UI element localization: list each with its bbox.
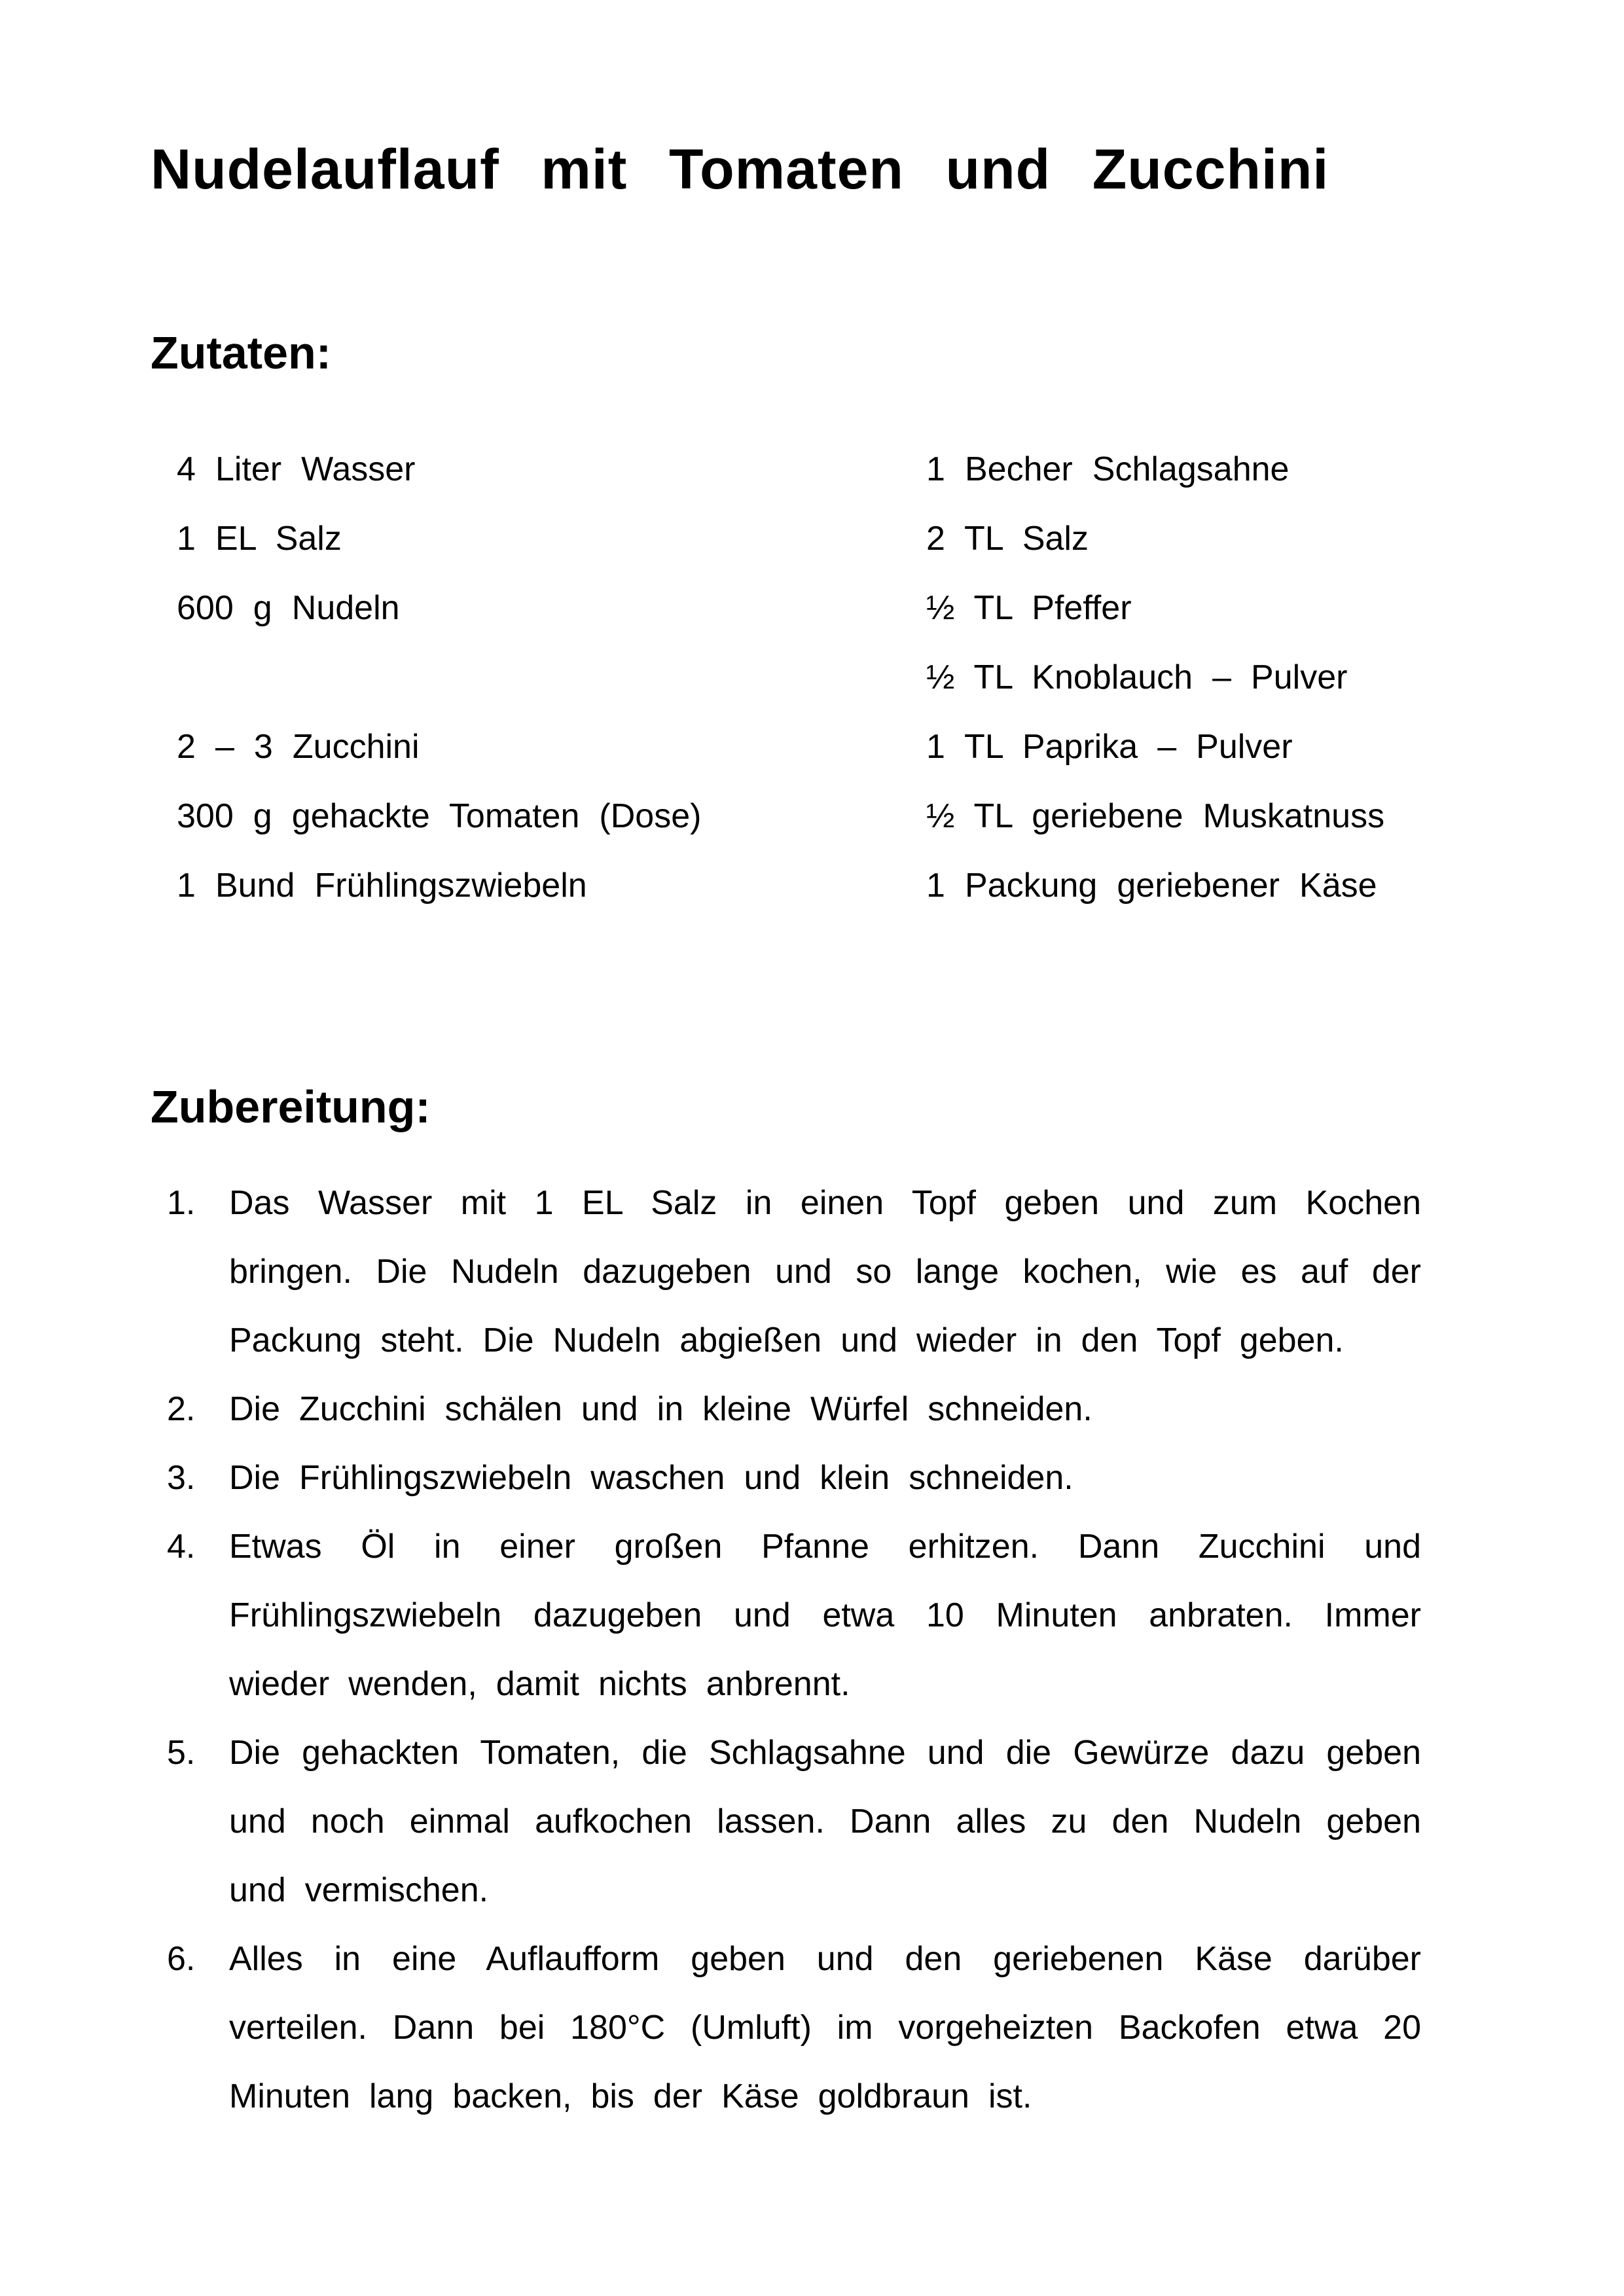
step-text: Das Wasser mit 1 EL Salz in einen Topf geben und zum Kochen bringen. Die Nudeln dazugeben und so lange kochen, wie es auf der Packung steht. Die Nudeln abgießen und wieder in den Topf geben. <box>229 1184 1421 1359</box>
ingredients-columns <box>151 435 1421 920</box>
step-text: Die Frühlingszwiebeln waschen und klein schneiden. <box>229 1459 1074 1497</box>
step-number: 3. <box>167 1459 196 1497</box>
step-item <box>167 1444 1421 1513</box>
ingredient-item: 4 Liter Wasser <box>177 450 416 488</box>
step-text: Etwas Öl in einer großen Pfanne erhitzen. Dann Zucchini und Frühlingszwiebeln dazugeben und etwa 10 Minuten anbraten. Immer wieder wenden, damit nichts anbrennt. <box>229 1528 1421 1703</box>
step-text: Alles in eine Auflaufform geben und den geriebenen Käse darüber verteilen. Dann bei 180°C (Umluft) im vorgeheizten Backofen etwa 20 Minuten lang backen, bis der Käse goldbraun ist. <box>229 1940 1421 2115</box>
step-number: 4. <box>167 1528 196 1566</box>
ingredient-item: ½ TL Knoblauch – Pulver <box>926 658 1348 696</box>
ingredients-column-left <box>151 435 926 920</box>
step-text: Die Zucchini schälen und in kleine Würfel schneiden. <box>229 1390 1092 1428</box>
ingredient-group-spacer <box>177 643 926 712</box>
ingredient-item: 300 g gehackte Tomaten (Dose) <box>177 797 702 835</box>
ingredient-item: 2 – 3 Zucchini <box>177 728 420 766</box>
ingredient-item: 1 Packung geriebener Käse <box>926 867 1377 905</box>
step-item <box>167 1169 1421 1375</box>
step-text: Die gehackten Tomaten, die Schlagsahne und die Gewürze dazu geben und noch einmal aufkochen lassen. Dann alles zu den Nudeln geben und vermischen. <box>229 1734 1421 1909</box>
page-title: Nudelauflauf mit Tomaten und Zucchini <box>151 138 1329 201</box>
ingredient-item: ½ TL geriebene Muskatnuss <box>926 797 1385 835</box>
ingredients-column-right <box>926 435 1421 920</box>
step-number: 2. <box>167 1390 196 1428</box>
ingredient-item: 1 TL Paprika – Pulver <box>926 728 1293 766</box>
step-item <box>167 1925 1421 2131</box>
step-item <box>167 1513 1421 1719</box>
ingredient-item: 2 TL Salz <box>926 520 1089 558</box>
ingredients-heading: Zutaten: <box>151 327 332 378</box>
ingredient-item: 1 EL Salz <box>177 520 342 558</box>
ingredient-item: 600 g Nudeln <box>177 589 400 627</box>
preparation-section <box>151 1081 1421 2131</box>
ingredients-section <box>151 327 1421 920</box>
step-number: 1. <box>167 1184 196 1222</box>
preparation-steps <box>167 1169 1421 2131</box>
step-item <box>167 1375 1421 1444</box>
step-item <box>167 1719 1421 1925</box>
ingredient-item: 1 Becher Schlagsahne <box>926 450 1290 488</box>
step-number: 5. <box>167 1734 196 1772</box>
ingredient-item: 1 Bund Frühlingszwiebeln <box>177 867 587 905</box>
preparation-heading: Zubereitung: <box>151 1081 431 1132</box>
step-number: 6. <box>167 1940 196 1978</box>
ingredient-item: ½ TL Pfeffer <box>926 589 1132 627</box>
